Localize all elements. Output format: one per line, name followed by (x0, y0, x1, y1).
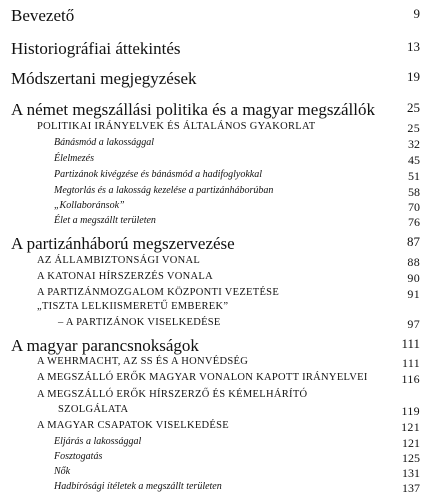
chapter-title: A partizánháború megszervezése (11, 234, 235, 253)
section-title: AZ ÁLLAMBIZTONSÁGI VONAL (37, 255, 201, 266)
chapter-title: Módszertani megjegyzések (11, 69, 197, 88)
chapter-title: A magyar parancsnokságok (11, 336, 199, 355)
page-number: 119 (401, 404, 420, 418)
page-number: 91 (407, 287, 420, 301)
section-title: A MEGSZÁLLÓ ERŐK MAGYAR VONALON KAPOTT IRÁNYELVEI (37, 372, 368, 383)
subsection-title: Hadbírósági ítéletek a megszállt területen (54, 481, 222, 492)
page-number: 131 (402, 466, 420, 480)
page-number: 51 (408, 169, 420, 183)
page-number: 9 (413, 6, 420, 21)
page-number: 76 (408, 215, 420, 229)
section-title: POLITIKAI IRÁNYELVEK ÉS ÁLTALÁNOS GYAKORLAT (37, 121, 316, 132)
page-number: 13 (407, 39, 420, 54)
section-title: A MEGSZÁLLÓ ERŐK HÍRSZERZŐ ÉS KÉMELHÁRÍTÓ (37, 389, 308, 400)
page-number: 87 (407, 234, 420, 249)
section-title: A KATONAI HÍRSZERZÉS VONALA (37, 271, 214, 282)
page-number: 58 (408, 185, 420, 199)
subsection-title: Fosztogatás (54, 451, 103, 462)
page-number: 121 (402, 436, 420, 450)
section-title: A WEHRMACHT, AZ SS ÉS A HONVÉDSÉG (37, 356, 249, 367)
page-number: 125 (402, 451, 420, 465)
subsection-title: Bánásmód a lakossággal (54, 137, 154, 148)
page-number: 121 (401, 420, 420, 434)
chapter-title: Bevezető (11, 6, 75, 25)
chapter-title: Historiográfiai áttekintés (11, 39, 181, 58)
page-number: 32 (408, 137, 420, 151)
page-number: 111 (401, 336, 420, 351)
subsection-title: Élelmezés (54, 153, 94, 164)
section-title: „TISZTA LELKIISMERETŰ EMBEREK” (37, 301, 229, 312)
section-title: A PARTIZÁNMOZGALOM KÖZPONTI VEZETÉSE (37, 287, 280, 298)
page-number: 70 (408, 200, 420, 214)
subsection-title: Eljárás a lakossággal (54, 436, 142, 447)
section-title: SZOLGÁLATA (58, 404, 129, 415)
page-number: 25 (407, 121, 420, 135)
section-title: A MAGYAR CSAPATOK VISELKEDÉSE (37, 420, 229, 431)
page-number: 88 (407, 255, 420, 269)
subsection-title: „Kollaboránsok” (54, 200, 125, 211)
page-number: 116 (401, 372, 420, 386)
subsection-title: Élet a megszállt területen (54, 215, 156, 226)
page-number: 45 (408, 153, 420, 167)
subsection-title: Partizánok kivégzése és bánásmód a hadifoglyokkal (54, 169, 263, 180)
page-number: 137 (402, 481, 420, 495)
page-number: 90 (407, 271, 420, 285)
section-title: – A PARTIZÁNOK VISELKEDÉSE (58, 317, 221, 328)
subsection-title: Nők (54, 466, 71, 477)
subsection-title: Megtorlás és a lakosság kezelése a partizánháborúban (54, 185, 274, 196)
page-number: 19 (407, 69, 420, 84)
chapter-title: A német megszállási politika és a magyar megszállók (11, 100, 375, 119)
page-number: 25 (407, 100, 420, 115)
page-number: 97 (407, 317, 420, 331)
page-number: 111 (401, 356, 420, 370)
